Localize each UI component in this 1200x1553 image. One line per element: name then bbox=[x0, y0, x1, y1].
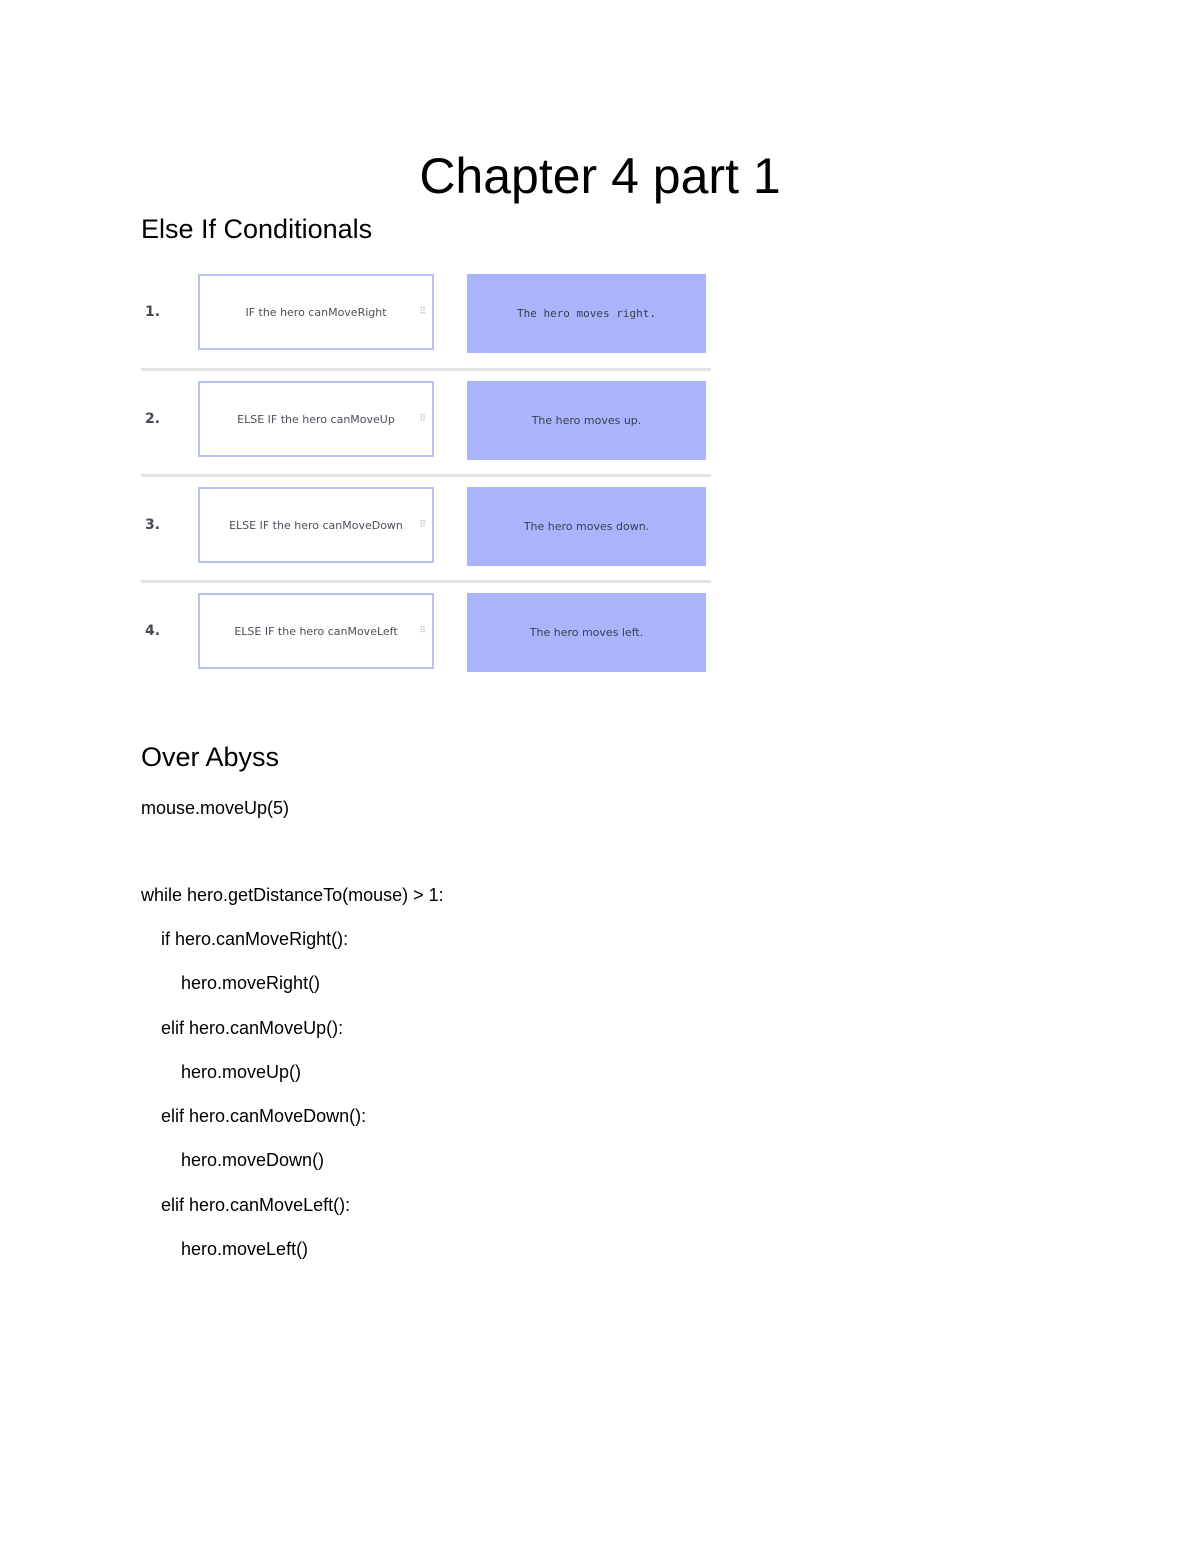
drag-handle-icon: ⠿ bbox=[419, 520, 425, 530]
prompt-text: IF the hero canMoveRight bbox=[245, 305, 387, 319]
matching-row bbox=[141, 580, 711, 686]
drag-handle-icon: ⠿ bbox=[419, 626, 425, 636]
row-number: 4. bbox=[145, 623, 161, 639]
row-number: 1. bbox=[145, 304, 161, 320]
code-line: hero.moveLeft() bbox=[181, 1239, 309, 1259]
answer-card bbox=[467, 381, 706, 460]
code-line: if hero.canMoveRight(): bbox=[161, 929, 349, 949]
row-number: 3. bbox=[145, 517, 161, 533]
page-title: Chapter 4 part 1 bbox=[419, 148, 781, 204]
code-line: hero.moveDown() bbox=[181, 1150, 325, 1170]
answer-card bbox=[467, 593, 706, 672]
code-line: mouse.moveUp(5) bbox=[141, 798, 290, 818]
code-line: hero.moveRight() bbox=[181, 973, 321, 993]
drag-handle-icon: ⠿ bbox=[419, 307, 425, 317]
conditionals-matching-figure bbox=[141, 262, 711, 686]
matching-row bbox=[141, 474, 711, 580]
prompt-text: ELSE IF the hero canMoveUp bbox=[237, 412, 395, 426]
section-heading-else-if: Else If Conditionals bbox=[141, 214, 373, 244]
drag-handle-icon: ⠿ bbox=[419, 414, 425, 424]
matching-row bbox=[141, 262, 711, 368]
prompt-text: ELSE IF the hero canMoveLeft bbox=[234, 624, 398, 638]
code-line: elif hero.canMoveDown(): bbox=[161, 1106, 367, 1126]
prompt-card bbox=[198, 381, 434, 457]
answer-card bbox=[467, 274, 706, 353]
answer-text: The hero moves right. bbox=[516, 307, 657, 320]
section-heading-over-abyss: Over Abyss bbox=[141, 742, 280, 772]
prompt-card bbox=[198, 593, 434, 669]
code-line: elif hero.canMoveUp(): bbox=[161, 1018, 344, 1038]
matching-row bbox=[141, 368, 711, 474]
answer-text: The hero moves down. bbox=[523, 520, 650, 533]
code-line: while hero.getDistanceTo(mouse) > 1: bbox=[141, 885, 444, 905]
answer-text: The hero moves up. bbox=[531, 414, 642, 427]
code-line: hero.moveUp() bbox=[181, 1062, 302, 1082]
answer-card bbox=[467, 487, 706, 566]
answer-text: The hero moves left. bbox=[529, 626, 644, 639]
row-number: 2. bbox=[145, 411, 161, 427]
prompt-card bbox=[198, 487, 434, 563]
prompt-text: ELSE IF the hero canMoveDown bbox=[229, 518, 403, 532]
prompt-card bbox=[198, 274, 434, 350]
code-line: elif hero.canMoveLeft(): bbox=[161, 1195, 351, 1215]
